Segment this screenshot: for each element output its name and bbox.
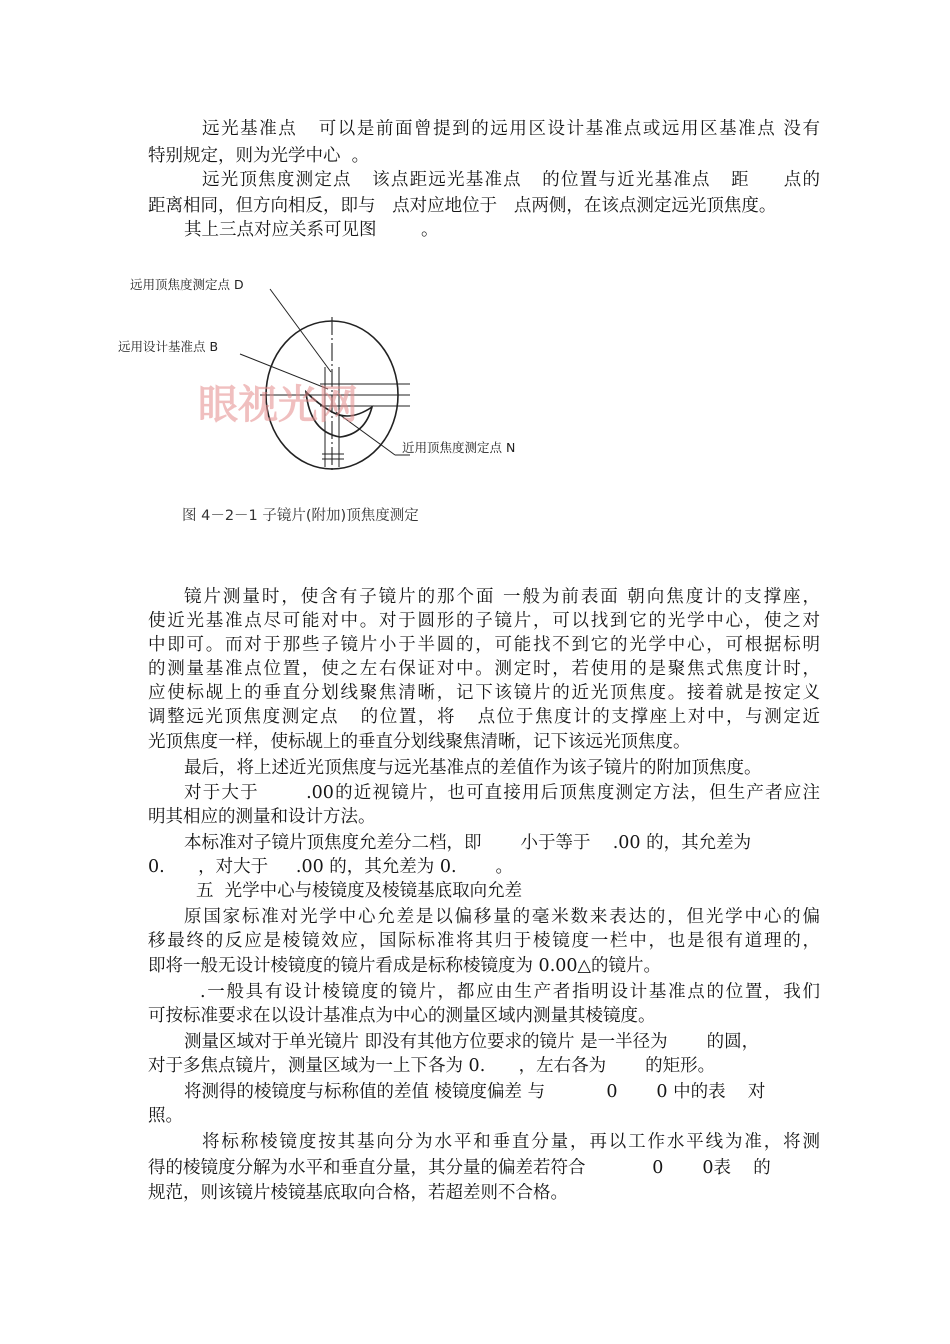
paragraph-line: 明其相应的测量和设计方法。 [148, 807, 376, 827]
lens-diagram-figure [110, 262, 570, 542]
paragraph-line: 光顶焦度一样，使标觇上的垂直分划线聚焦清晰，记下该远光顶焦度。 [148, 732, 691, 752]
paragraph-line: 规范，则该镜片棱镜基底取向合格，若超差则不合格。 [148, 1183, 568, 1203]
paragraph-line: 原国家标准对光学中心允差是以偏移量的毫米数来表达的，但光学中心的偏 [184, 907, 820, 927]
paragraph-line: 距离相同，但方向相反，即与 点对应地位于 点两侧，在该点测定远光顶焦度。 [148, 196, 777, 216]
paragraph-line: 本标准对子镜片顶焦度允差分二档，即 小于等于 .00 的，其允差为 [184, 833, 752, 853]
figure-caption: 图 4－2－1 子镜片(附加)顶焦度测定 [182, 508, 419, 524]
paragraph-line: 对于多焦点镜片，测量区域为一上下各为 0. ，左右各为 的矩形。 [148, 1056, 716, 1076]
paragraph-line: .一般具有设计棱镜度的镜片，都应由生产者指明设计基准点的位置，我们 [200, 982, 820, 1002]
paragraph-line: 将测得的棱镜度与标称值的差值 棱镜度偏差 与 0 0 中的表 对 [184, 1082, 766, 1102]
paragraph-line: 对于大于 .00的近视镜片，也可直接用后顶焦度测定方法，但生产者应注 [184, 783, 820, 803]
watermark-logo: 眼视光网 [198, 382, 358, 428]
paragraph-line: 远光顶焦度测定点 该点距远光基准点 的位置与近光基准点 距 点的 [202, 170, 820, 190]
label-far-design-point: 远用设计基准点 B [118, 339, 219, 354]
paragraph-line: 得的棱镜度分解为水平和垂直分量，其分量的偏差若符合 0 0表 的 [148, 1158, 771, 1178]
paragraph-line: 调整远光顶焦度测定点 的位置，将 点位于焦度计的支撑座上对中，与测定近 [148, 707, 820, 727]
label-near-power-point: 近用顶焦度测定点 N [402, 440, 516, 455]
paragraph-line: 镜片测量时，使含有子镜片的那个面 一般为前表面 朝向焦度计的支撑座， [184, 587, 820, 607]
paragraph-line: 的测量基准点位置，使之左右保证对中。测定时，若使用的是聚焦式焦度计时， [148, 659, 820, 679]
paragraph-line: 移最终的反应是棱镜效应，国际标准将其归于棱镜度一栏中，也是很有道理的， [148, 931, 820, 951]
label-far-power-point: 远用顶焦度测定点 D [130, 277, 244, 292]
paragraph-line: 照。 [148, 1106, 183, 1126]
paragraph-line: 可按标准要求在以设计基准点为中心的测量区域内测量其棱镜度。 [148, 1006, 656, 1026]
paragraph-line: 中即可。而对于那些子镜片小于半圆的，可能找不到它的光学中心，可根据标明 [148, 635, 820, 655]
paragraph-line: 将标称棱镜度按其基向分为水平和垂直分量，再以工作水平线为准，将测 [202, 1132, 820, 1152]
paragraph-line: 测量区域对于单光镜片 即没有其他方位要求的镜片 是一半径为 的圆， [184, 1032, 760, 1052]
paragraph-line: 即将一般无设计棱镜度的镜片看成是标称棱镜度为 0.00△的镜片。 [148, 956, 661, 976]
leader-line-d [270, 289, 331, 372]
paragraph-line: 其上三点对应关系可见图 。 [184, 220, 439, 240]
paragraph-line: 应使标觇上的垂直分划线聚焦清晰，记下该镜片的近光顶焦度。接着就是按定义 [148, 683, 820, 703]
lens-diagram [110, 262, 570, 542]
paragraph-line: 0. ，对大于 .00 的，其允差为 0. 。 [148, 857, 513, 877]
paragraph-line: 最后，将上述近光顶焦度与远光基准点的差值作为该子镜片的附加顶焦度。 [184, 758, 762, 778]
paragraph-line: 远光基准点 可以是前面曾提到的远用区设计基准点或远用区基准点 没有 [202, 119, 820, 139]
paragraph-line: 使近光基准点尽可能对中。对于圆形的子镜片，可以找到它的光学中心，使之对 [148, 611, 820, 631]
section-heading: 五 光学中心与棱镜度及棱镜基底取向允差 [196, 881, 523, 901]
paragraph-line: 特别规定，则为光学中心 。 [148, 146, 370, 166]
